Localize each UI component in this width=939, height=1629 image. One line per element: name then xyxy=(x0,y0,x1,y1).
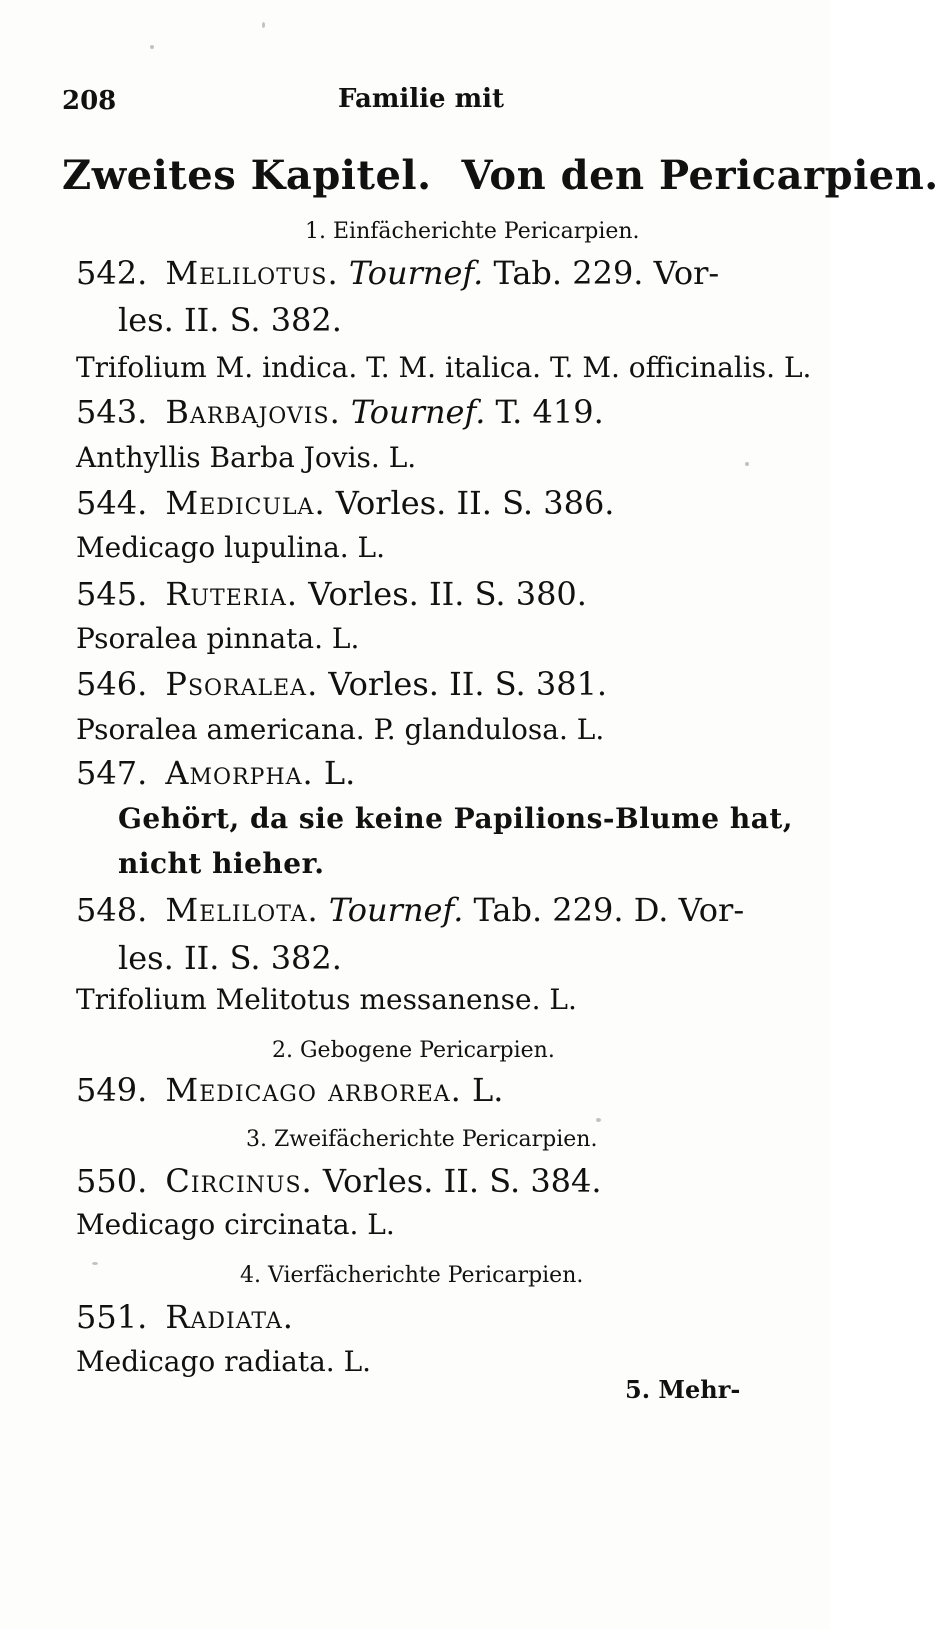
note-line: nicht hieher. xyxy=(118,847,325,880)
section-heading: 3. Zweifächerichte Pericarpien. xyxy=(246,1127,598,1152)
genus-name: Amorpha. xyxy=(165,754,314,792)
synonym-line: Medicago lupulina. L. xyxy=(76,531,386,564)
entry-number: 549. xyxy=(76,1071,148,1109)
scan-speck xyxy=(262,22,265,28)
entry-number: 545. xyxy=(76,575,148,613)
entry-number: 547. xyxy=(76,754,148,792)
entry-542 xyxy=(76,254,719,292)
chapter-title xyxy=(62,152,939,199)
catchword: 5. Mehr- xyxy=(625,1375,741,1404)
entry-548 xyxy=(76,891,744,929)
reference-detail: Tab. 229. D. Vor- xyxy=(473,891,745,929)
entry-544 xyxy=(76,484,614,522)
genus-name: Medicula. xyxy=(165,484,326,522)
running-title: Familie mit xyxy=(338,84,505,114)
section-heading: 1. Einfächerichte Pericarpien. xyxy=(305,219,640,244)
entry-545 xyxy=(76,575,587,613)
scan-speck xyxy=(745,462,749,466)
entry-549 xyxy=(76,1071,503,1109)
reference-detail: L. xyxy=(323,754,356,792)
genus-name: Ruteria. xyxy=(165,575,299,613)
entry-number: 543. xyxy=(76,393,148,431)
reference-detail: Vorles. II. S. 381. xyxy=(328,665,608,703)
reference-detail: Vorles. II. S. 384. xyxy=(322,1162,602,1200)
entry-number: 548. xyxy=(76,891,148,929)
entry-number: 551. xyxy=(76,1298,148,1336)
genus-name: Melilota. xyxy=(165,891,319,929)
entry-number: 544. xyxy=(76,484,148,522)
scan-speck xyxy=(150,45,154,49)
synonym-line: Trifolium Melitotus messanense. L. xyxy=(76,983,577,1016)
scan-speck xyxy=(596,1118,601,1122)
chapter-title-sub: Von den Pericarpien. xyxy=(461,152,939,199)
synonym-line: Trifolium M. indica. T. M. italica. T. M. officinalis. L. xyxy=(76,351,812,384)
reference-detail: L. xyxy=(472,1071,504,1109)
synonym-line: Medicago circinata. L. xyxy=(76,1208,395,1241)
reference-detail: Vorles. II. S. 386. xyxy=(335,484,615,522)
genus-name: Circinus. xyxy=(165,1162,313,1200)
reference-detail: Tab. 229. Vor- xyxy=(493,254,720,292)
entry-547 xyxy=(76,754,355,792)
entry-number: 550. xyxy=(76,1162,148,1200)
author-reference: Tournef. xyxy=(348,254,484,292)
synonym-line: Psoralea americana. P. glandulosa. L. xyxy=(76,713,605,746)
entry-551 xyxy=(76,1298,294,1336)
section-heading: 4. Vierfächerichte Pericarpien. xyxy=(240,1263,584,1288)
author-reference: Tournef. xyxy=(328,891,464,929)
entry-550 xyxy=(76,1162,602,1200)
scan-speck xyxy=(92,1262,98,1265)
author-reference: Tournef. xyxy=(350,393,486,431)
genus-name: Melilotus. xyxy=(165,254,339,292)
section-heading: 2. Gebogene Pericarpien. xyxy=(272,1038,555,1063)
entry-number: 542. xyxy=(76,254,148,292)
genus-name: Medicago arborea. xyxy=(165,1071,462,1109)
entry-continuation: les. II. S. 382. xyxy=(118,301,342,339)
note-line: Gehört, da sie keine Papilions-Blume hat, xyxy=(118,802,794,835)
page-number: 208 xyxy=(62,86,117,116)
entry-543 xyxy=(76,393,604,431)
entry-546 xyxy=(76,665,607,703)
entry-continuation: les. II. S. 382. xyxy=(118,939,342,977)
chapter-title-main: Zweites Kapitel. xyxy=(62,152,432,199)
synonym-line: Medicago radiata. L. xyxy=(76,1345,372,1378)
entry-number: 546. xyxy=(76,665,148,703)
synonym-line: Psoralea pinnata. L. xyxy=(76,622,360,655)
reference-detail: T. 419. xyxy=(495,393,604,431)
genus-name: Radiata. xyxy=(165,1298,294,1336)
reference-detail: Vorles. II. S. 380. xyxy=(308,575,587,613)
genus-name: Barbajovis. xyxy=(165,393,341,431)
synonym-line: Anthyllis Barba Jovis. L. xyxy=(76,441,417,474)
genus-name: Psoralea. xyxy=(165,665,319,703)
